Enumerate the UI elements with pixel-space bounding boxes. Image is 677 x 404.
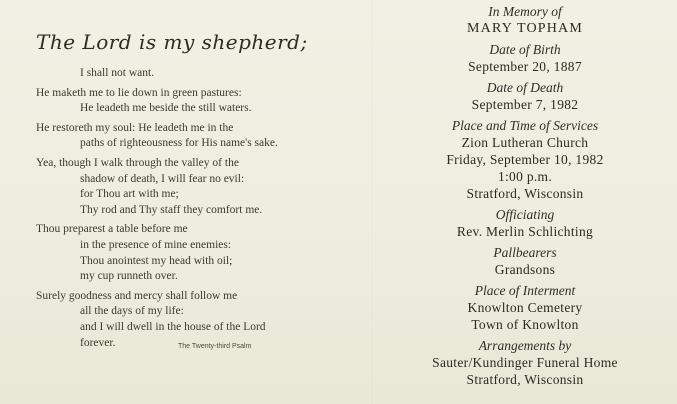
services-label: Place and Time of Services [451,118,599,133]
center-fold [372,0,374,404]
psalm-line: paths of righteousness for His name's sake. [80,137,278,150]
services-place: Zion Lutheran Church [461,135,589,150]
officiating-name: Rev. Merlin Schlichting [456,224,594,239]
psalm-line: Thy rod and Thy staff they comfort me. [80,203,263,216]
psalm-line: Yea, though I walk through the valley of the [36,156,239,169]
death-label: Date of Death [486,80,564,95]
services-city: Stratford, Wisconsin [466,186,584,201]
psalm-text [36,66,356,355]
death-date: September 7, 1982 [471,97,579,112]
psalm-line: all the days of my life: [80,305,184,318]
pallbearers-label: Pallbearers [493,245,557,260]
memory-heading: In Memory of [488,4,562,19]
psalm-line: I shall not want. [80,67,155,79]
arrangements-city: Stratford, Wisconsin [466,372,584,387]
psalm-stanza [36,86,356,117]
psalm-line: shadow of death, I will fear no evil: [80,172,245,185]
psalm-line: Thou preparest a table before me [36,223,188,236]
psalm-line: Surely goodness and mercy shall follow me [36,289,238,302]
psalm-title: The Lord is my shepherd; [36,30,308,54]
deceased-name: MARY TOPHAM [466,21,584,36]
officiating-label: Officiating [495,207,555,222]
psalm-stanza [36,121,356,152]
psalm-source: The Twenty-third Psalm [178,343,252,350]
arrangements-label: Arrangements by [478,338,572,353]
psalm-line: for Thou art with me; [80,188,179,201]
services-time: 1:00 p.m. [497,169,553,184]
psalm-stanza [36,66,356,82]
birth-date: September 20, 1887 [468,59,582,74]
psalm-stanza [36,289,356,351]
psalm-line: He restoreth my soul: He leadeth me in the [36,121,234,134]
memorial-details [380,3,670,388]
birth-label: Date of Birth [489,42,561,57]
pallbearers-name: Grandsons [494,262,556,277]
services-date: Friday, September 10, 1982 [446,152,604,167]
psalm-line: forever. [80,336,116,349]
psalm-stanza [36,156,356,218]
psalm-line: Thou anointest my head with oil; [80,254,233,267]
psalm-line: He maketh me to lie down in green pastures: [36,86,242,99]
interment-label: Place of Interment [474,283,576,298]
psalm-stanza [36,222,356,284]
psalm-line: my cup runneth over. [80,270,178,283]
psalm-line: and I will dwell in the house of the Lord [80,320,266,333]
psalm-line: in the presence of mine enemies: [80,238,232,251]
interment-place: Knowlton Cemetery [467,300,583,315]
psalm-line: He leadeth me beside the still waters. [80,102,252,115]
arrangements-name: Sauter/Kundinger Funeral Home [432,355,618,370]
interment-town: Town of Knowlton [471,317,579,332]
